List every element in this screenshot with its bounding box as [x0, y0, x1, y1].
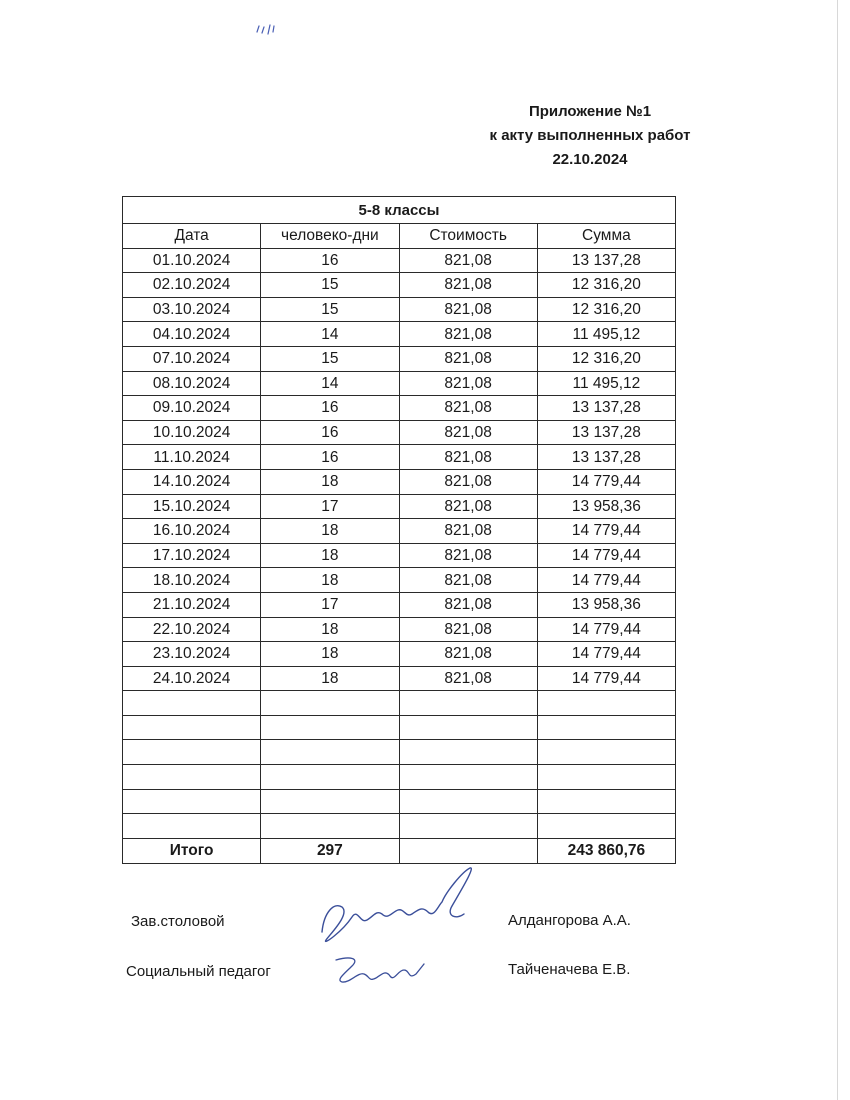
- cell-date: 09.10.2024: [123, 396, 261, 421]
- cell-sum: 13 137,28: [537, 248, 675, 273]
- empty-cell: [399, 789, 537, 814]
- cell-cost: 821,08: [399, 666, 537, 691]
- meals-table-container: [122, 196, 676, 864]
- cell-person-days: 16: [261, 248, 399, 273]
- cell-person-days: 18: [261, 568, 399, 593]
- appendix-date: 22.10.2024: [552, 151, 628, 168]
- empty-cell: [261, 814, 399, 839]
- cell-date: 07.10.2024: [123, 346, 261, 371]
- cell-sum: 14 779,44: [537, 617, 675, 642]
- total-cost: [399, 838, 537, 863]
- handwritten-signature-2: [330, 950, 430, 990]
- total-row: [123, 838, 676, 863]
- total-sum: 243 860,76: [537, 838, 675, 863]
- cell-cost: 821,08: [399, 396, 537, 421]
- column-header-person-days: человеко-дни: [261, 224, 399, 249]
- empty-cell: [399, 740, 537, 765]
- signature-role-2: Социальный педагог: [126, 963, 271, 980]
- cell-sum: 13 137,28: [537, 445, 675, 470]
- document-header: [420, 100, 760, 172]
- cell-sum: 11 495,12: [537, 371, 675, 396]
- cell-date: 15.10.2024: [123, 494, 261, 519]
- cell-person-days: 18: [261, 666, 399, 691]
- empty-cell: [123, 814, 261, 839]
- cell-person-days: 17: [261, 592, 399, 617]
- table-row: [123, 543, 676, 568]
- scan-ink-mark: [252, 20, 282, 40]
- table-row: [123, 568, 676, 593]
- empty-cell: [399, 765, 537, 790]
- table-row: [123, 396, 676, 421]
- cell-person-days: 16: [261, 420, 399, 445]
- empty-cell: [261, 789, 399, 814]
- column-header-cost: Стоимость: [399, 224, 537, 249]
- cell-date: 08.10.2024: [123, 371, 261, 396]
- cell-cost: 821,08: [399, 617, 537, 642]
- scan-edge-line: [837, 0, 838, 1100]
- cell-cost: 821,08: [399, 273, 537, 298]
- empty-cell: [261, 715, 399, 740]
- cell-person-days: 15: [261, 346, 399, 371]
- cell-sum: 13 958,36: [537, 494, 675, 519]
- cell-date: 22.10.2024: [123, 617, 261, 642]
- cell-person-days: 16: [261, 396, 399, 421]
- empty-cell: [123, 740, 261, 765]
- total-person-days: 297: [261, 838, 399, 863]
- cell-date: 04.10.2024: [123, 322, 261, 347]
- cell-sum: 14 779,44: [537, 642, 675, 667]
- table-row: [123, 273, 676, 298]
- empty-cell: [537, 814, 675, 839]
- column-header-date: Дата: [123, 224, 261, 249]
- cell-date: 17.10.2024: [123, 543, 261, 568]
- empty-table-row: [123, 740, 676, 765]
- empty-cell: [537, 691, 675, 716]
- empty-cell: [261, 691, 399, 716]
- empty-cell: [261, 740, 399, 765]
- table-row: [123, 617, 676, 642]
- cell-cost: 821,08: [399, 592, 537, 617]
- table-row: [123, 642, 676, 667]
- handwritten-signature-1: [312, 862, 482, 952]
- group-title: 5-8 классы: [123, 197, 676, 224]
- cell-sum: 12 316,20: [537, 273, 675, 298]
- cell-date: 01.10.2024: [123, 248, 261, 273]
- cell-sum: 13 137,28: [537, 396, 675, 421]
- empty-table-row: [123, 789, 676, 814]
- cell-cost: 821,08: [399, 322, 537, 347]
- cell-sum: 14 779,44: [537, 469, 675, 494]
- table-row: [123, 371, 676, 396]
- cell-cost: 821,08: [399, 519, 537, 544]
- cell-date: 10.10.2024: [123, 420, 261, 445]
- cell-person-days: 17: [261, 494, 399, 519]
- cell-cost: 821,08: [399, 494, 537, 519]
- cell-cost: 821,08: [399, 371, 537, 396]
- empty-cell: [399, 691, 537, 716]
- cell-cost: 821,08: [399, 297, 537, 322]
- empty-table-row: [123, 765, 676, 790]
- cell-sum: 14 779,44: [537, 568, 675, 593]
- meals-table: [122, 196, 676, 864]
- cell-sum: 11 495,12: [537, 322, 675, 347]
- cell-sum: 14 779,44: [537, 543, 675, 568]
- cell-person-days: 15: [261, 297, 399, 322]
- signature-name-2: Тайченачева Е.В.: [508, 961, 631, 978]
- empty-table-row: [123, 691, 676, 716]
- cell-person-days: 14: [261, 371, 399, 396]
- signature-role-1: Зав.столовой: [131, 913, 225, 930]
- table-row: [123, 592, 676, 617]
- empty-cell: [537, 765, 675, 790]
- cell-person-days: 14: [261, 322, 399, 347]
- table-row: [123, 420, 676, 445]
- cell-cost: 821,08: [399, 568, 537, 593]
- cell-person-days: 18: [261, 519, 399, 544]
- cell-person-days: 16: [261, 445, 399, 470]
- table-body: [123, 248, 676, 838]
- table-row: [123, 346, 676, 371]
- total-label: Итого: [123, 838, 261, 863]
- table-row: [123, 666, 676, 691]
- cell-person-days: 15: [261, 273, 399, 298]
- cell-person-days: 18: [261, 642, 399, 667]
- cell-sum: 13 958,36: [537, 592, 675, 617]
- cell-sum: 14 779,44: [537, 666, 675, 691]
- empty-cell: [399, 814, 537, 839]
- table-row: [123, 297, 676, 322]
- empty-cell: [123, 691, 261, 716]
- empty-cell: [537, 789, 675, 814]
- cell-date: 16.10.2024: [123, 519, 261, 544]
- cell-person-days: 18: [261, 469, 399, 494]
- table-row: [123, 322, 676, 347]
- cell-date: 18.10.2024: [123, 568, 261, 593]
- cell-date: 02.10.2024: [123, 273, 261, 298]
- cell-cost: 821,08: [399, 248, 537, 273]
- cell-person-days: 18: [261, 543, 399, 568]
- cell-date: 14.10.2024: [123, 469, 261, 494]
- column-header-sum: Сумма: [537, 224, 675, 249]
- table-row: [123, 445, 676, 470]
- empty-cell: [537, 715, 675, 740]
- appendix-title: Приложение №1: [528, 103, 652, 120]
- cell-cost: 821,08: [399, 469, 537, 494]
- table-row: [123, 494, 676, 519]
- cell-date: 24.10.2024: [123, 666, 261, 691]
- cell-date: 11.10.2024: [123, 445, 261, 470]
- table-row: [123, 469, 676, 494]
- empty-table-row: [123, 814, 676, 839]
- cell-cost: 821,08: [399, 445, 537, 470]
- signature-name-1: Алдангорова А.А.: [508, 912, 631, 929]
- empty-cell: [261, 765, 399, 790]
- empty-cell: [123, 789, 261, 814]
- empty-table-row: [123, 715, 676, 740]
- cell-sum: 13 137,28: [537, 420, 675, 445]
- cell-date: 23.10.2024: [123, 642, 261, 667]
- cell-date: 21.10.2024: [123, 592, 261, 617]
- table-header-row: [123, 224, 676, 249]
- table-row: [123, 248, 676, 273]
- cell-person-days: 18: [261, 617, 399, 642]
- cell-cost: 821,08: [399, 420, 537, 445]
- empty-cell: [537, 740, 675, 765]
- empty-cell: [123, 715, 261, 740]
- table-row: [123, 519, 676, 544]
- cell-cost: 821,08: [399, 346, 537, 371]
- appendix-subtitle: к акту выполненных работ: [489, 127, 691, 144]
- cell-cost: 821,08: [399, 642, 537, 667]
- cell-sum: 12 316,20: [537, 346, 675, 371]
- cell-cost: 821,08: [399, 543, 537, 568]
- cell-date: 03.10.2024: [123, 297, 261, 322]
- cell-sum: 12 316,20: [537, 297, 675, 322]
- empty-cell: [123, 765, 261, 790]
- cell-sum: 14 779,44: [537, 519, 675, 544]
- empty-cell: [399, 715, 537, 740]
